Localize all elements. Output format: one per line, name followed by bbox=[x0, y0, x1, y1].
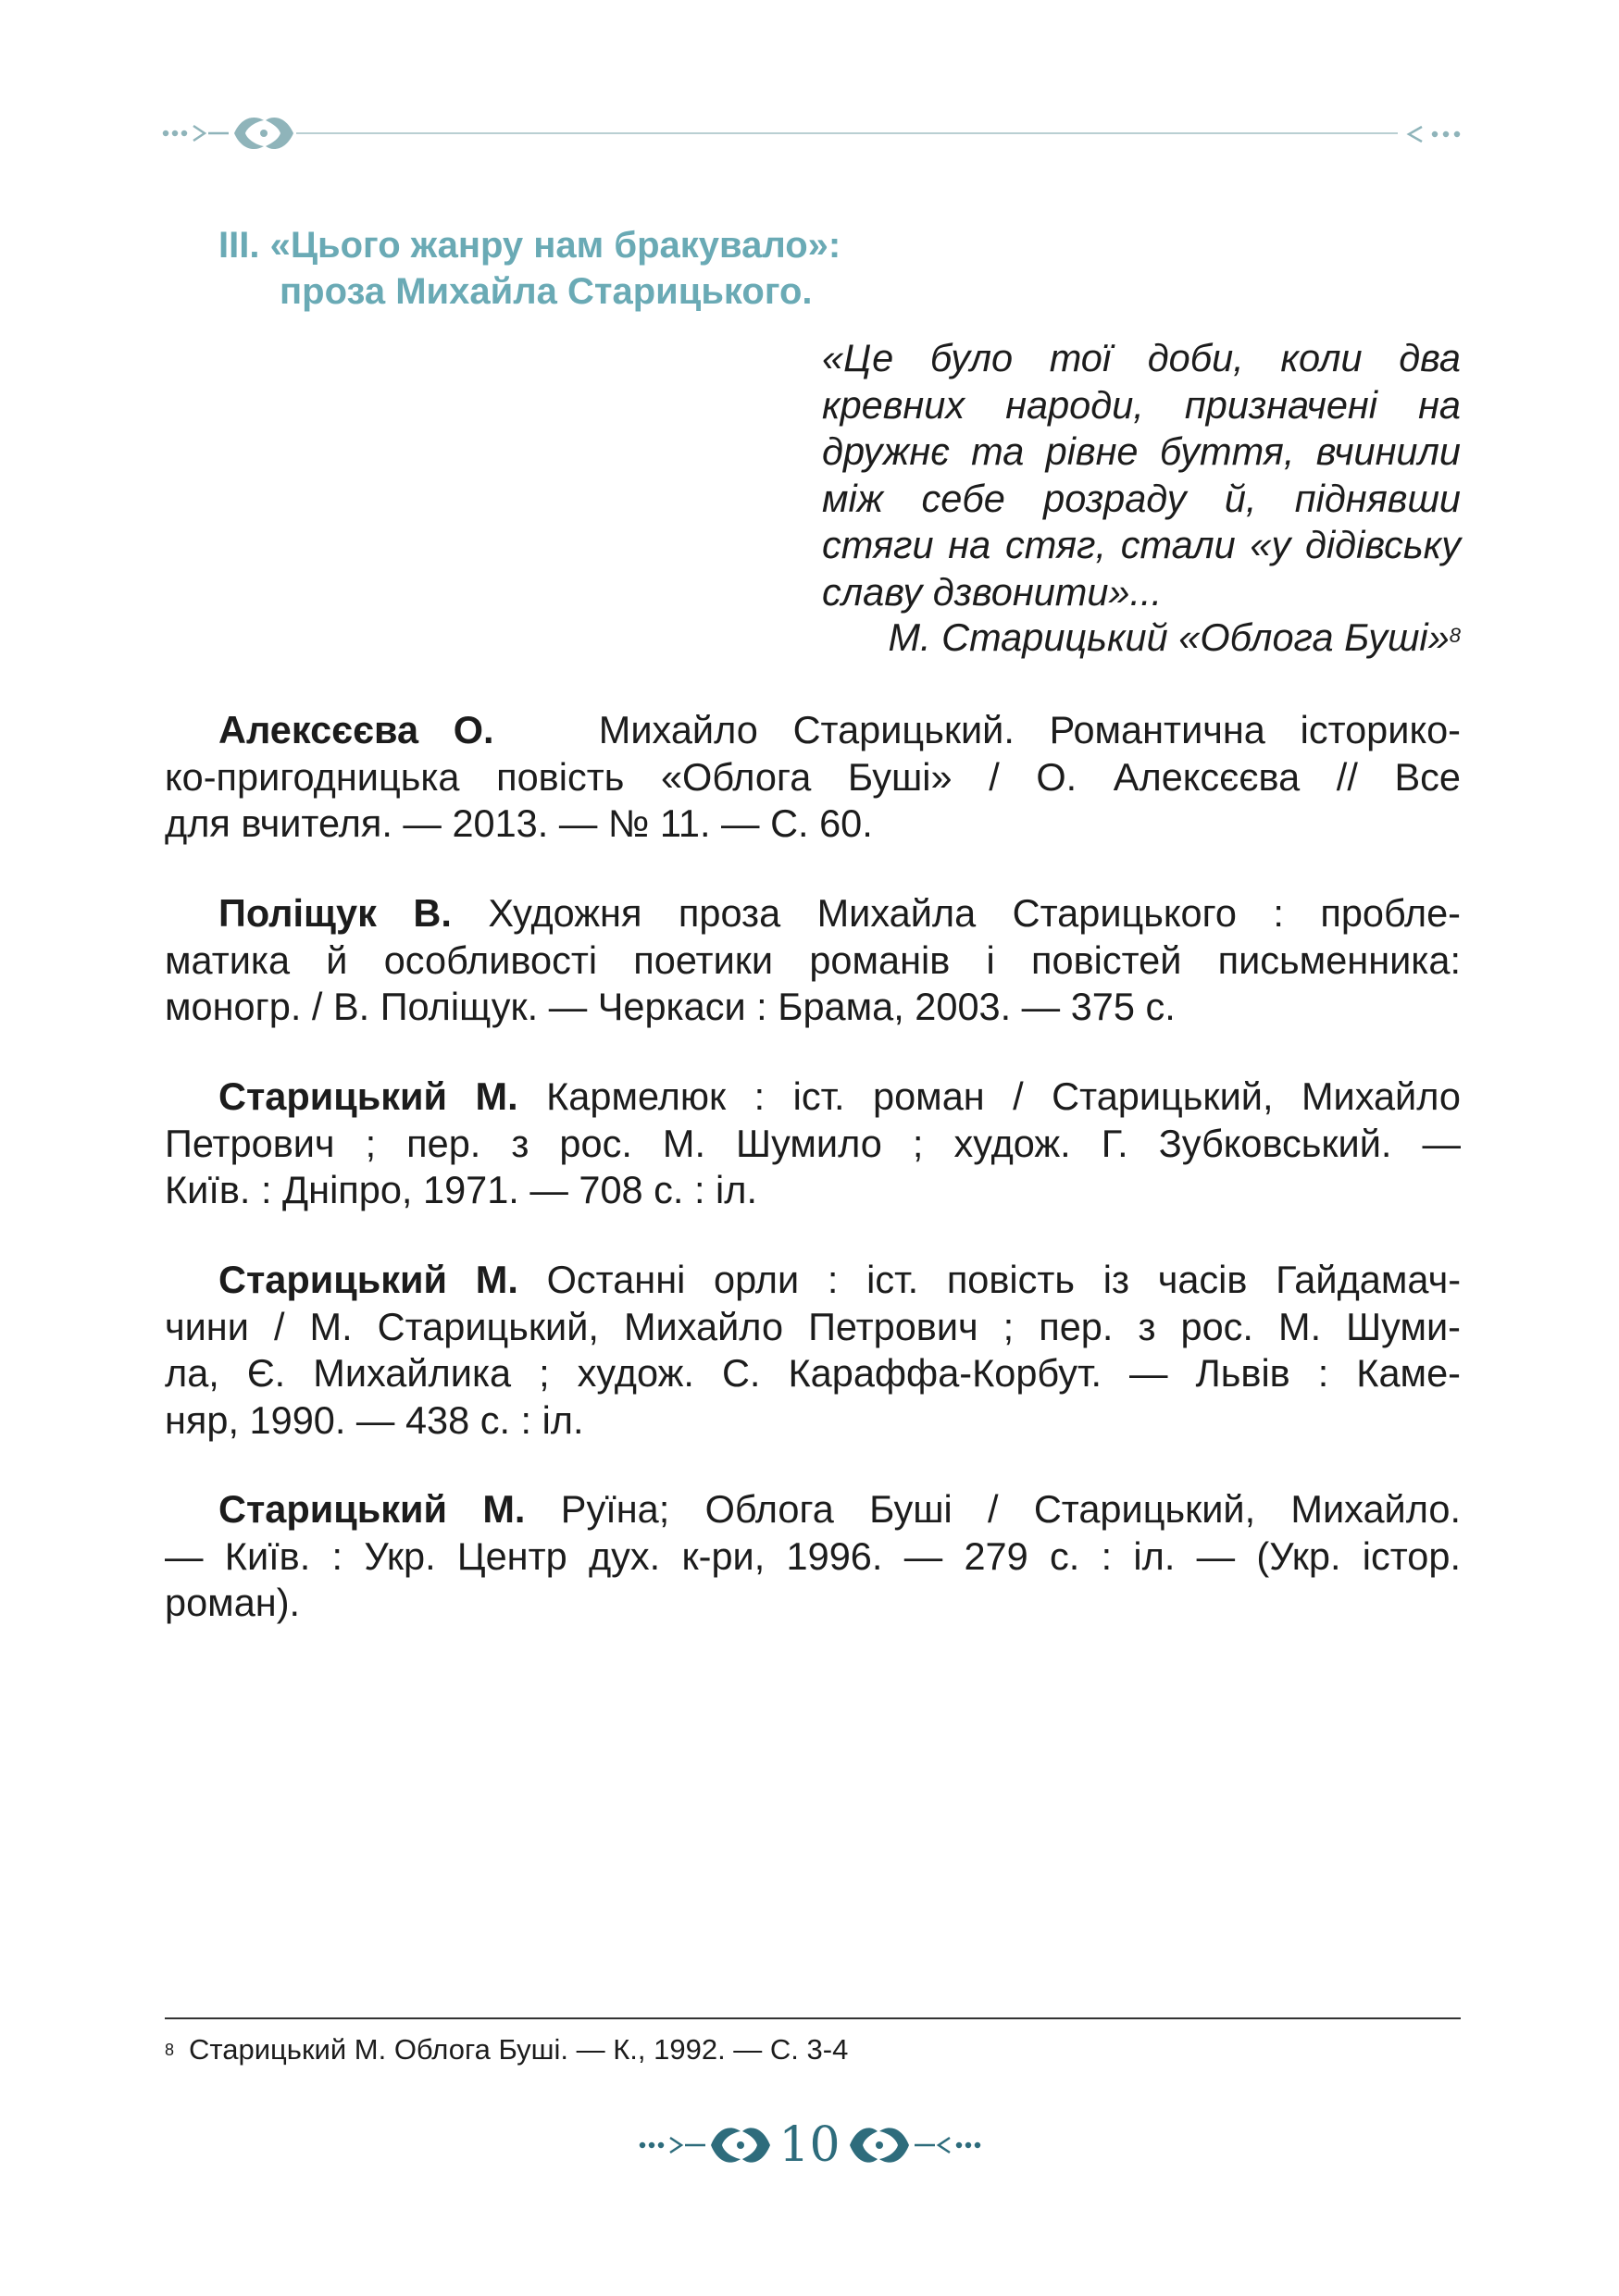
attribution-text: М. Старицький «Облога Буші» bbox=[888, 615, 1450, 659]
bib-line: роман). bbox=[165, 1581, 301, 1624]
footnote-rule bbox=[165, 2017, 1461, 2019]
bib-line: ко-пригодницька повість «Облога Буші» / О. Алексєєва // Все bbox=[165, 754, 1461, 799]
bib-entry bbox=[165, 1257, 1461, 1444]
top-ornament-left-icon bbox=[162, 109, 301, 157]
heading-line-1: ІІІ. «Цього жанру нам бракувало»: bbox=[218, 225, 841, 266]
bib-line: матика й особливості поетики романів і повістей письменника: bbox=[165, 937, 1461, 982]
bib-line: Старицький М. Останні орли : іст. повість із часів Гайдамач- bbox=[218, 1258, 1462, 1301]
page-ornament-right-icon bbox=[842, 2119, 981, 2171]
bib-line: Поліщук В. Художня проза Михайла Старицького : пробле- bbox=[218, 891, 1461, 935]
bib-line: Київ. : Дніпро, 1971. — 708 с. : іл. bbox=[165, 1168, 758, 1211]
bib-line: Петрович ; пер. з рос. М. Шумило ; худож. Г. Зубковський. — bbox=[165, 1121, 1461, 1165]
top-rule bbox=[296, 132, 1398, 134]
top-ornament-right-icon bbox=[1398, 120, 1463, 148]
heading-line-2: проза Михайла Старицького. bbox=[280, 271, 813, 312]
bib-line: для вчителя. — 2013. — № 11. — С. 60. bbox=[165, 801, 873, 845]
epigraph-line: «Це було тої доби, коли два bbox=[822, 336, 1461, 379]
footnote bbox=[165, 2031, 848, 2068]
bib-entry bbox=[165, 890, 1461, 1031]
epigraph-line: стяги на стяг, стали «у дідівську bbox=[822, 523, 1461, 566]
bib-line: ла, Є. Михайлика ; худож. С. Караффа-Корбут. — Львів : Каме- bbox=[165, 1351, 1461, 1395]
section-heading bbox=[218, 222, 841, 315]
bib-author: Старицький М. bbox=[218, 1258, 518, 1301]
bib-line: Алексєєва О. Михайло Старицький. Романтична історико- bbox=[218, 708, 1461, 751]
bib-line: — Київ. : Укр. Центр дух. к-ри, 1996. — 279 с. : іл. — (Укр. істор. bbox=[165, 1533, 1461, 1578]
bib-line: Старицький М. Руїна; Облога Буші / Старицький, Михайло. bbox=[218, 1487, 1462, 1531]
bib-entry bbox=[165, 1486, 1461, 1627]
epigraph-line: дружнє та рівне буття, вчинили bbox=[822, 429, 1461, 473]
bib-author: Алексєєва О. bbox=[218, 708, 494, 751]
bib-author: Поліщук В. bbox=[218, 891, 452, 935]
epigraph-line: славу дзвонити»... bbox=[822, 569, 1163, 614]
bib-author: Старицький М. bbox=[218, 1487, 526, 1531]
page-number: 10 bbox=[778, 2117, 841, 2173]
bib-line: чини / М. Старицький, Михайло Петрович ; пер. з рос. М. Шуми- bbox=[165, 1304, 1461, 1348]
epigraph-line: між себе розраду й, піднявши bbox=[822, 476, 1461, 520]
epigraph-line: кревних народи, призначені на bbox=[822, 382, 1461, 427]
bib-line: няр, 1990. — 438 с. : іл. bbox=[165, 1397, 584, 1442]
bib-entry bbox=[165, 707, 1461, 848]
epigraph bbox=[822, 335, 1461, 615]
footnote-marker: 8 bbox=[165, 2041, 175, 2059]
footnote-text: Старицький М. Облога Буші. — К., 1992. — С. 3-4 bbox=[189, 2033, 849, 2066]
bib-line: Старицький М. Кармелюк : іст. роман / Старицький, Михайло bbox=[218, 1074, 1462, 1118]
bib-author: Старицький М. bbox=[218, 1074, 518, 1118]
bib-entry bbox=[165, 1074, 1461, 1214]
bib-line: моногр. / В. Поліщук. — Черкаси : Брама, 2003. — 375 с. bbox=[165, 985, 1176, 1028]
epigraph-attribution bbox=[888, 614, 1461, 661]
footnote-ref: 8 bbox=[1449, 624, 1461, 647]
